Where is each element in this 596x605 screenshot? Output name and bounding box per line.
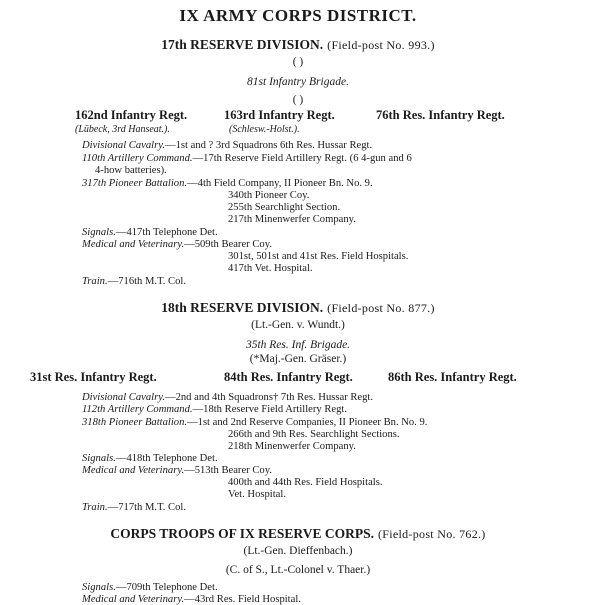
div17-medical-line: 417th Vet. Hospital. (228, 263, 313, 274)
div18-artillery: 112th Artillery Command.—18th Reserve Field Artillery Regt. (82, 404, 348, 415)
div18-medical-line: Vet. Hospital. (228, 489, 286, 500)
div18-heading (0, 299, 596, 317)
corps-commander: (Lt.-Gen. Dieffenbach.) (243, 545, 353, 557)
div17-medical: Medical and Veterinary.—509th Bearer Coy. (82, 239, 272, 250)
div17-heading (0, 36, 596, 54)
div17-train: Train.—716th M.T. Col. (82, 276, 187, 287)
div17-title: 17th RESERVE DIVISION. (161, 37, 324, 52)
div18-cavalry: Divisional Cavalry.—2nd and 4th Squadrons† 7th Res. Hussar Regt. (82, 392, 374, 403)
div18-signals: Signals.—418th Telephone Det. (82, 453, 218, 464)
div17-pioneer: 317th Pioneer Battalion.—4th Field Company, II Pioneer Bn. No. 9. (82, 178, 373, 189)
district-title: IX ARMY CORPS DISTRICT. (179, 6, 417, 25)
div17-regiment-2: 163rd Infantry Regt. (224, 108, 335, 122)
div18-pioneer-line: 218th Minenwerfer Company. (228, 441, 356, 452)
div17-artillery-cont: 4-how batteries). (95, 165, 167, 176)
div18-regiment-3: 86th Res. Infantry Regt. (388, 370, 517, 384)
corps-medical: Medical and Veterinary.—43rd Res. Field Hospital. (82, 594, 301, 605)
corps-title: CORPS TROOPS OF IX RESERVE CORPS. (110, 526, 374, 541)
div17-cavalry: Divisional Cavalry.—1st and ? 3rd Squadrons 6th Res. Hussar Regt. (82, 140, 373, 151)
div17-brigade-commander: ( ) (292, 94, 304, 106)
corps-chief-of-staff: (C. of S., Lt.-Colonel v. Thaer.) (225, 564, 371, 576)
div17-artillery: 110th Artillery Command.—17th Reserve Field Artillery Regt. (6 4-gun and 6 (82, 153, 412, 164)
div17-pioneer-line: 340th Pioneer Coy. (228, 190, 310, 201)
div17-signals: Signals.—417th Telephone Det. (82, 227, 218, 238)
div18-brigade: 35th Res. Inf. Brigade. (245, 339, 351, 351)
div18-pioneer: 318th Pioneer Battalion.—1st and 2nd Reserve Companies, II Pioneer Bn. No. 9. (82, 417, 428, 428)
div18-regiment-2: 84th Res. Infantry Regt. (224, 370, 353, 384)
div18-field-post: (Field-post No. 877.) (327, 301, 435, 315)
corps-signals: Signals.—709th Telephone Det. (82, 582, 218, 593)
div17-regiment-2-sub: (Schlesw.-Holst.). (229, 124, 300, 135)
div17-commander: ( ) (292, 56, 304, 68)
div18-commander: (Lt.-Gen. v. Wundt.) (251, 319, 345, 331)
div18-train: Train.—717th M.T. Col. (82, 502, 187, 513)
div17-regiment-1: 162nd Infantry Regt. (75, 108, 188, 122)
div18-title: 18th RESERVE DIVISION. (161, 300, 324, 315)
div18-brigade-commander: (*Maj.-Gen. Gräser.) (249, 353, 347, 365)
div17-medical-line: 301st, 501st and 41st Res. Field Hospitals. (228, 251, 409, 262)
corps-heading (0, 525, 596, 543)
div18-pioneer-line: 266th and 9th Res. Searchlight Sections. (228, 429, 400, 440)
div17-regiment-1-sub: (Lübeck, 3rd Hanseat.). (75, 124, 170, 135)
corps-field-post: (Field-post No. 762.) (377, 527, 486, 541)
div17-field-post: (Field-post No. 993.) (327, 38, 435, 52)
div17-pioneer-line: 255th Searchlight Section. (228, 202, 341, 213)
div17-pioneer-line: 217th Minenwerfer Company. (228, 214, 356, 225)
div17-regiment-3: 76th Res. Infantry Regt. (376, 108, 505, 122)
div17-brigade: 81st Infantry Brigade. (247, 76, 349, 88)
div18-medical-line: 400th and 44th Res. Field Hospitals. (228, 477, 383, 488)
div18-regiment-1: 31st Res. Infantry Regt. (30, 370, 157, 384)
div18-medical: Medical and Veterinary.—513th Bearer Coy. (82, 465, 272, 476)
